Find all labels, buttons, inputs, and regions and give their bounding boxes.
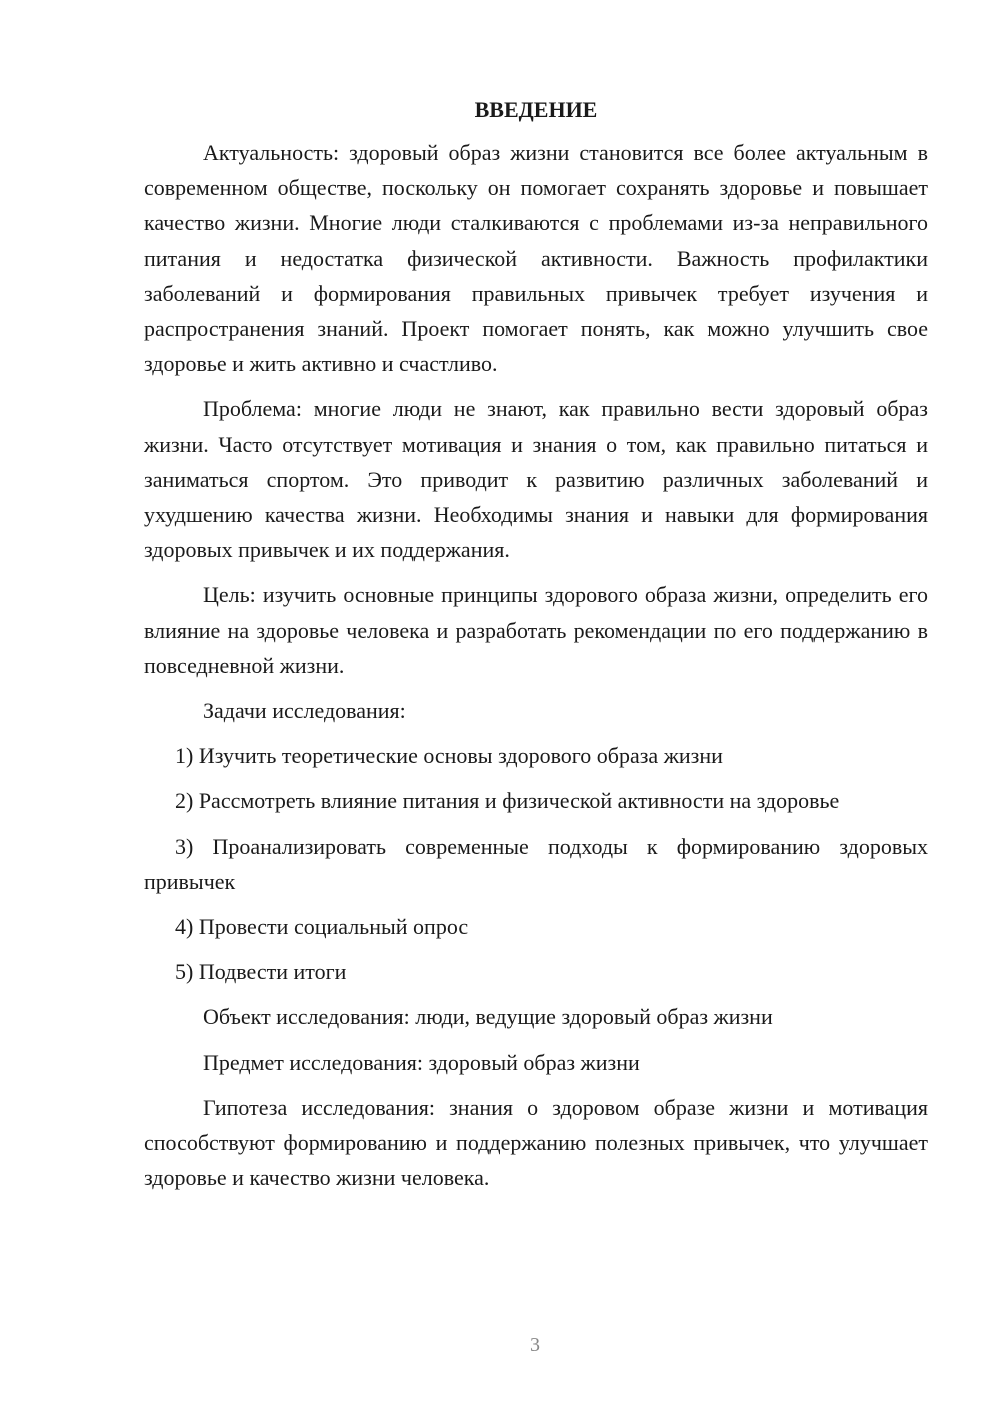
object-paragraph: Объект исследования: люди, ведущие здоровый образ жизни: [203, 1004, 773, 1030]
task-item: 1) Изучить теоретические основы здорового образа жизни: [175, 743, 723, 769]
task-item: 4) Провести социальный опрос: [175, 914, 469, 940]
page-number: 3: [530, 1334, 540, 1356]
task-item: 3) Проанализировать современные подходы к формированию здоровых привычек: [144, 833, 928, 894]
relevance-paragraph: Актуальность: здоровый образ жизни становится все более актуальным в современном обществе, поскольку он помогает сохранять здоровье и повышает качество жизни. Многие люди сталкиваются с проблемами из-за неправильного питания и недостатка физической активности. Важность профилактики заболеваний и формирования правильных привычек требует изучения и распространения знаний. Проект помогает понять, как можно улучшить свое здоровье и жить активно и счастливо.: [144, 140, 928, 377]
section-title: ВВЕДЕНИЕ: [474, 97, 598, 122]
tasks-heading: Задачи исследования:: [203, 698, 406, 724]
subject-paragraph: Предмет исследования: здоровый образ жизни: [203, 1049, 640, 1075]
problem-paragraph: Проблема: многие люди не знают, как правильно вести здоровый образ жизни. Часто отсутствует мотивация и знания о том, как правильно питаться и заниматься спортом. Это приводит к развитию различных заболеваний и ухудшению качества жизни. Необходимы знания и навыки для формирования здоровых привычек и их поддержания.: [144, 396, 928, 563]
hypothesis-paragraph: Гипотеза исследования: знания о здоровом образе жизни и мотивация способствуют формированию и поддержанию полезных привычек, что улучшает здоровье и качество жизни человека.: [144, 1094, 928, 1191]
goal-paragraph: Цель: изучить основные принципы здорового образа жизни, определить его влияние на здоровье человека и разработать рекомендации по его поддержанию в повседневной жизни.: [144, 582, 928, 678]
page-content: [144, 94, 928, 1205]
task-item: 5) Подвести итоги: [175, 959, 347, 985]
task-item: 2) Рассмотреть влияние питания и физической активности на здоровье: [175, 788, 840, 814]
